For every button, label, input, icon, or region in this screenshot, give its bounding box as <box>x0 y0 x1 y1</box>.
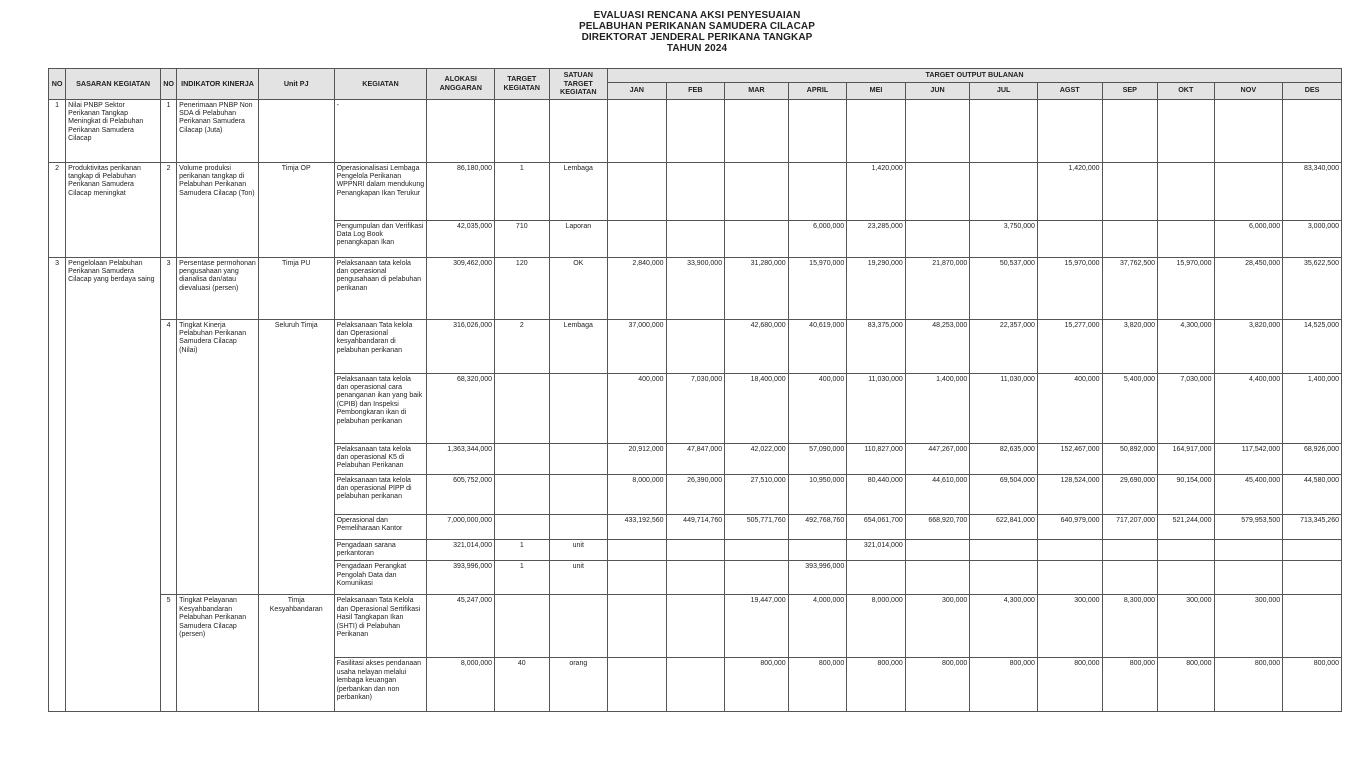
month-value-mar: 31,280,000 <box>725 257 789 319</box>
header-sasaran: SASARAN KEGIATAN <box>66 69 161 100</box>
month-value-april: 393,996,000 <box>788 561 847 595</box>
indicator-cell: Penerimaan PNBP Non SDA di Pelabuhan Perikanan Samudera Cilacap (Juta) <box>177 99 259 162</box>
header-target-output-bulanan: TARGET OUTPUT BULANAN <box>608 69 1342 83</box>
month-value-feb <box>666 162 725 220</box>
month-value-jun: 447,267,000 <box>905 443 970 474</box>
alokasi-cell: 321,014,000 <box>427 539 495 561</box>
month-value-des <box>1283 99 1342 162</box>
month-value-mei: 19,290,000 <box>847 257 906 319</box>
header-no-2: NO <box>161 69 177 100</box>
header-month-mar: MAR <box>725 82 789 99</box>
month-value-sep: 717,207,000 <box>1102 514 1158 539</box>
month-value-okt: 800,000 <box>1158 658 1215 712</box>
month-value-nov: 3,820,000 <box>1214 319 1283 373</box>
kegiatan-cell: Fasilitasi akses pendanaan usaha nelayan melalui lembaga keuangan (perbankan dan non perbankan) <box>334 658 427 712</box>
table-row <box>49 99 1342 162</box>
month-value-des: 35,622,500 <box>1283 257 1342 319</box>
target-cell: 1 <box>495 561 549 595</box>
month-value-jun <box>905 539 970 561</box>
satuan-cell <box>549 373 608 443</box>
kegiatan-cell: Pelaksanaan tata kelola dan operasional pengusahaan di pelabuhan perikanan <box>334 257 427 319</box>
month-value-des <box>1283 539 1342 561</box>
month-value-sep: 37,762,500 <box>1102 257 1158 319</box>
month-value-des: 83,340,000 <box>1283 162 1342 220</box>
indicator-cell: Volume produksi perikanan tangkap di Pelabuhan Perikanan Samudera Cilacap (Ton) <box>177 162 259 257</box>
month-value-nov: 4,400,000 <box>1214 373 1283 443</box>
month-value-agst: 300,000 <box>1037 595 1102 658</box>
month-value-april: 800,000 <box>788 658 847 712</box>
satuan-cell: OK <box>549 257 608 319</box>
month-value-april: 57,090,000 <box>788 443 847 474</box>
month-value-feb <box>666 220 725 257</box>
satuan-cell: unit <box>549 539 608 561</box>
month-value-sep: 5,400,000 <box>1102 373 1158 443</box>
kegiatan-cell: Pengadaan Perangkat Pengolah Data dan Komunikasi <box>334 561 427 595</box>
month-value-april <box>788 539 847 561</box>
satuan-cell: Lembaga <box>549 162 608 220</box>
month-value-april: 40,619,000 <box>788 319 847 373</box>
month-value-okt <box>1158 220 1215 257</box>
month-value-jun: 44,610,000 <box>905 474 970 514</box>
month-value-april: 492,768,760 <box>788 514 847 539</box>
month-value-feb: 7,030,000 <box>666 373 725 443</box>
kegiatan-cell: Pengumpulan dan Verifikasi Data Log Book penangkapan Ikan <box>334 220 427 257</box>
satuan-cell: orang <box>549 658 608 712</box>
month-value-mar <box>725 99 789 162</box>
month-value-nov <box>1214 99 1283 162</box>
month-value-jul: 82,635,000 <box>970 443 1038 474</box>
month-value-mei <box>847 99 906 162</box>
month-value-mei: 654,061,700 <box>847 514 906 539</box>
month-value-sep: 29,690,000 <box>1102 474 1158 514</box>
kegiatan-cell: Pelaksanaan Tata Kelola dan Operasional Sertifikasi Hasil Tangkapan Ikan (SHTI) di Pelabuhan Perikanan <box>334 595 427 658</box>
target-cell: 710 <box>495 220 549 257</box>
kegiatan-cell: - <box>334 99 427 162</box>
month-value-mei: 11,030,000 <box>847 373 906 443</box>
month-value-mei: 110,827,000 <box>847 443 906 474</box>
month-value-mar <box>725 162 789 220</box>
month-value-nov: 6,000,000 <box>1214 220 1283 257</box>
indicator-no-cell: 5 <box>161 595 177 712</box>
month-value-jan <box>608 658 667 712</box>
month-value-agst <box>1037 220 1102 257</box>
month-value-sep: 3,820,000 <box>1102 319 1158 373</box>
month-value-mar: 505,771,760 <box>725 514 789 539</box>
month-value-jul: 69,504,000 <box>970 474 1038 514</box>
month-value-nov <box>1214 561 1283 595</box>
month-value-mei: 80,440,000 <box>847 474 906 514</box>
indicator-no-cell: 2 <box>161 162 177 257</box>
month-value-sep <box>1102 539 1158 561</box>
header-month-nov: NOV <box>1214 82 1283 99</box>
month-value-jul: 3,750,000 <box>970 220 1038 257</box>
month-value-april <box>788 99 847 162</box>
month-value-okt: 90,154,000 <box>1158 474 1215 514</box>
month-value-des: 800,000 <box>1283 658 1342 712</box>
satuan-cell: unit <box>549 561 608 595</box>
month-value-jan <box>608 595 667 658</box>
month-value-nov: 800,000 <box>1214 658 1283 712</box>
document-title <box>0 10 1354 54</box>
indicator-no-cell: 1 <box>161 99 177 162</box>
unit-pj-cell: Timja PU <box>258 257 334 319</box>
table-row <box>49 257 1342 319</box>
month-value-okt <box>1158 99 1215 162</box>
header-month-agst: AGST <box>1037 82 1102 99</box>
month-value-jan: 433,192,560 <box>608 514 667 539</box>
sasaran-cell: Produktivitas perikanan tangkap di Pelabuhan Perikanan Samudera Cilacap meningkat <box>66 162 161 257</box>
month-value-okt <box>1158 162 1215 220</box>
month-value-sep <box>1102 220 1158 257</box>
header-month-feb: FEB <box>666 82 725 99</box>
header-indikator: INDIKATOR KINERJA <box>177 69 259 100</box>
target-cell <box>495 99 549 162</box>
kegiatan-cell: Operasional dan Pemeliharaan Kantor <box>334 514 427 539</box>
month-value-mar: 800,000 <box>725 658 789 712</box>
group-no-cell: 1 <box>49 99 66 162</box>
header-target: TARGET KEGIATAN <box>495 69 549 100</box>
month-value-nov: 579,953,500 <box>1214 514 1283 539</box>
month-value-des: 44,580,000 <box>1283 474 1342 514</box>
month-value-jul <box>970 561 1038 595</box>
month-value-agst: 640,979,000 <box>1037 514 1102 539</box>
header-month-sep: SEP <box>1102 82 1158 99</box>
month-value-jul: 622,841,000 <box>970 514 1038 539</box>
month-value-jun: 1,400,000 <box>905 373 970 443</box>
month-value-jan: 20,912,000 <box>608 443 667 474</box>
satuan-cell <box>549 474 608 514</box>
header-month-april: APRIL <box>788 82 847 99</box>
month-value-mar: 19,447,000 <box>725 595 789 658</box>
month-value-agst: 128,524,000 <box>1037 474 1102 514</box>
indicator-cell: Tingkat Pelayanan Kesyahbandaran Pelabuhan Perikanan Samudera Cilacap (persen) <box>177 595 259 712</box>
month-value-agst: 1,420,000 <box>1037 162 1102 220</box>
month-value-sep <box>1102 99 1158 162</box>
month-value-jun <box>905 99 970 162</box>
month-value-jul <box>970 539 1038 561</box>
month-value-mar: 42,680,000 <box>725 319 789 373</box>
header-month-okt: OKT <box>1158 82 1215 99</box>
header-month-mei: MEI <box>847 82 906 99</box>
month-value-nov: 28,450,000 <box>1214 257 1283 319</box>
month-value-jan: 2,840,000 <box>608 257 667 319</box>
month-value-mar <box>725 539 789 561</box>
month-value-jul: 800,000 <box>970 658 1038 712</box>
sasaran-cell: Nilai PNBP Sektor Perikanan Tangkap Meningkat di Pelabuhan Perikanan Samudera Cilacap <box>66 99 161 162</box>
target-cell: 1 <box>495 162 549 220</box>
month-value-nov <box>1214 539 1283 561</box>
month-value-mar: 18,400,000 <box>725 373 789 443</box>
alokasi-cell: 316,026,000 <box>427 319 495 373</box>
alokasi-cell: 605,752,000 <box>427 474 495 514</box>
month-value-des <box>1283 561 1342 595</box>
month-value-okt: 15,970,000 <box>1158 257 1215 319</box>
month-value-des: 68,926,000 <box>1283 443 1342 474</box>
month-value-okt <box>1158 539 1215 561</box>
month-value-feb <box>666 561 725 595</box>
month-value-jun: 21,870,000 <box>905 257 970 319</box>
month-value-agst <box>1037 539 1102 561</box>
header-month-des: DES <box>1283 82 1342 99</box>
month-value-mei: 1,420,000 <box>847 162 906 220</box>
header-month-jun: JUN <box>905 82 970 99</box>
table-row <box>49 595 1342 658</box>
month-value-des: 14,525,000 <box>1283 319 1342 373</box>
month-value-okt <box>1158 561 1215 595</box>
satuan-cell <box>549 514 608 539</box>
group-no-cell: 3 <box>49 257 66 712</box>
kegiatan-cell: Pengadaan sarana perkantoran <box>334 539 427 561</box>
month-value-feb: 449,714,760 <box>666 514 725 539</box>
kegiatan-cell: Pelaksanaan tata kelola dan operasional K5 di Pelabuhan Perikanan <box>334 443 427 474</box>
indicator-no-cell: 4 <box>161 319 177 595</box>
target-cell: 120 <box>495 257 549 319</box>
title-line-4: TAHUN 2024 <box>666 43 728 54</box>
month-value-mei: 800,000 <box>847 658 906 712</box>
month-value-okt: 300,000 <box>1158 595 1215 658</box>
sasaran-cell: Pengelolaan Pelabuhan Perikanan Samudera Cilacap yang berdaya saing <box>66 257 161 712</box>
header-unit-pj: Unit PJ <box>258 69 334 100</box>
month-value-jan: 8,000,000 <box>608 474 667 514</box>
month-value-nov <box>1214 162 1283 220</box>
header-satuan: SATUAN TARGET KEGIATAN <box>549 69 608 100</box>
month-value-feb <box>666 658 725 712</box>
month-value-jan: 37,000,000 <box>608 319 667 373</box>
month-value-mei: 321,014,000 <box>847 539 906 561</box>
month-value-nov: 45,400,000 <box>1214 474 1283 514</box>
month-value-jun <box>905 162 970 220</box>
month-value-feb <box>666 595 725 658</box>
indicator-no-cell: 3 <box>161 257 177 319</box>
indicator-cell: Persentase permohonan pengusahaan yang dianalisa dan/atau dievaluasi (persen) <box>177 257 259 319</box>
action-plan-table <box>48 68 1342 712</box>
month-value-agst <box>1037 99 1102 162</box>
kegiatan-cell: Operasionalisasi Lembaga Pengelola Perikanan WPPNRI dalam mendukung Penangkapan Ikan Terukur <box>334 162 427 220</box>
target-cell: 40 <box>495 658 549 712</box>
month-value-jun <box>905 561 970 595</box>
month-value-jun: 668,920,700 <box>905 514 970 539</box>
target-cell: 2 <box>495 319 549 373</box>
alokasi-cell: 68,320,000 <box>427 373 495 443</box>
month-value-agst: 15,970,000 <box>1037 257 1102 319</box>
month-value-agst: 15,277,000 <box>1037 319 1102 373</box>
month-value-agst: 800,000 <box>1037 658 1102 712</box>
month-value-jan: 400,000 <box>608 373 667 443</box>
month-value-feb <box>666 319 725 373</box>
table-body <box>49 99 1342 712</box>
alokasi-cell: 86,180,000 <box>427 162 495 220</box>
month-value-feb: 33,900,000 <box>666 257 725 319</box>
satuan-cell <box>549 99 608 162</box>
month-value-sep: 800,000 <box>1102 658 1158 712</box>
unit-pj-cell: Seluruh Timja <box>258 319 334 595</box>
month-value-agst <box>1037 561 1102 595</box>
unit-pj-cell: Timja OP <box>258 162 334 257</box>
month-value-jul: 22,357,000 <box>970 319 1038 373</box>
month-value-mar: 42,022,000 <box>725 443 789 474</box>
target-cell <box>495 443 549 474</box>
month-value-okt: 521,244,000 <box>1158 514 1215 539</box>
satuan-cell: Lembaga <box>549 319 608 373</box>
alokasi-cell: 393,996,000 <box>427 561 495 595</box>
header-month-jan: JAN <box>608 82 667 99</box>
month-value-feb: 26,390,000 <box>666 474 725 514</box>
month-value-nov: 300,000 <box>1214 595 1283 658</box>
month-value-nov: 117,542,000 <box>1214 443 1283 474</box>
month-value-sep: 8,300,000 <box>1102 595 1158 658</box>
group-no-cell: 2 <box>49 162 66 257</box>
month-value-mar <box>725 561 789 595</box>
header-kegiatan: KEGIATAN <box>334 69 427 100</box>
month-value-jan <box>608 99 667 162</box>
target-cell: 1 <box>495 539 549 561</box>
month-value-mar <box>725 220 789 257</box>
month-value-des: 1,400,000 <box>1283 373 1342 443</box>
satuan-cell: Laporan <box>549 220 608 257</box>
alokasi-cell: 1,363,344,000 <box>427 443 495 474</box>
satuan-cell <box>549 595 608 658</box>
month-value-sep: 50,892,000 <box>1102 443 1158 474</box>
header-no: NO <box>49 69 66 100</box>
unit-pj-cell <box>258 99 334 162</box>
unit-pj-cell: Timja Kesyahbandaran <box>258 595 334 712</box>
satuan-cell <box>549 443 608 474</box>
table-row <box>49 319 1342 373</box>
month-value-jun <box>905 220 970 257</box>
title-line-1: EVALUASI RENCANA AKSI PENYESUAIAN <box>593 10 801 21</box>
kegiatan-cell: Pelaksanaan tata kelola dan operasional cara penanganan ikan yang baik (CPIB) dan Inspeksi Pembongkaran ikan di pelabuhan perikanan <box>334 373 427 443</box>
month-value-okt: 4,300,000 <box>1158 319 1215 373</box>
month-value-jul <box>970 162 1038 220</box>
title-line-3: DIREKTORAT JENDERAL PERIKANA TANGKAP <box>581 32 813 43</box>
month-value-feb <box>666 99 725 162</box>
month-value-april: 15,970,000 <box>788 257 847 319</box>
month-value-april: 6,000,000 <box>788 220 847 257</box>
month-value-jan <box>608 220 667 257</box>
target-cell <box>495 514 549 539</box>
alokasi-cell: 7,000,000,000 <box>427 514 495 539</box>
month-value-jan <box>608 561 667 595</box>
header-row-1 <box>49 69 1342 83</box>
alokasi-cell: 45,247,000 <box>427 595 495 658</box>
month-value-feb: 47,847,000 <box>666 443 725 474</box>
month-value-jul: 11,030,000 <box>970 373 1038 443</box>
title-line-2: PELABUHAN PERIKANAN SAMUDERA CILACAP <box>578 21 815 32</box>
target-cell <box>495 595 549 658</box>
month-value-mar: 27,510,000 <box>725 474 789 514</box>
month-value-jan <box>608 539 667 561</box>
month-value-mei: 23,285,000 <box>847 220 906 257</box>
month-value-jun: 800,000 <box>905 658 970 712</box>
month-value-okt: 164,917,000 <box>1158 443 1215 474</box>
target-cell <box>495 373 549 443</box>
month-value-des: 713,345,260 <box>1283 514 1342 539</box>
month-value-april: 4,000,000 <box>788 595 847 658</box>
month-value-agst: 400,000 <box>1037 373 1102 443</box>
month-value-okt: 7,030,000 <box>1158 373 1215 443</box>
indicator-cell: Tingkat Kinerja Pelabuhan Perikanan Samudera Cilacap (Nilai) <box>177 319 259 595</box>
month-value-sep <box>1102 561 1158 595</box>
month-value-des <box>1283 595 1342 658</box>
month-value-jun: 300,000 <box>905 595 970 658</box>
month-value-mei: 8,000,000 <box>847 595 906 658</box>
month-value-mei <box>847 561 906 595</box>
month-value-jul: 4,300,000 <box>970 595 1038 658</box>
month-value-jul: 50,537,000 <box>970 257 1038 319</box>
month-value-sep <box>1102 162 1158 220</box>
target-cell <box>495 474 549 514</box>
month-value-feb <box>666 539 725 561</box>
month-value-jun: 48,253,000 <box>905 319 970 373</box>
alokasi-cell <box>427 99 495 162</box>
month-value-jan <box>608 162 667 220</box>
header-alokasi: ALOKASI ANGGARAN <box>427 69 495 100</box>
month-value-mei: 83,375,000 <box>847 319 906 373</box>
alokasi-cell: 309,462,000 <box>427 257 495 319</box>
month-value-jul <box>970 99 1038 162</box>
month-value-agst: 152,467,000 <box>1037 443 1102 474</box>
alokasi-cell: 42,035,000 <box>427 220 495 257</box>
month-value-april: 10,950,000 <box>788 474 847 514</box>
month-value-des: 3,000,000 <box>1283 220 1342 257</box>
month-value-april <box>788 162 847 220</box>
kegiatan-cell: Pelaksanaan tata kelola dan operasional PIPP di pelabuhan perikanan <box>334 474 427 514</box>
table-row <box>49 162 1342 220</box>
month-value-april: 400,000 <box>788 373 847 443</box>
alokasi-cell: 8,000,000 <box>427 658 495 712</box>
kegiatan-cell: Pelaksanaan Tata kelola dan Operasional kesyahbandaran di pelabuhan perikanan <box>334 319 427 373</box>
header-month-jul: JUL <box>970 82 1038 99</box>
